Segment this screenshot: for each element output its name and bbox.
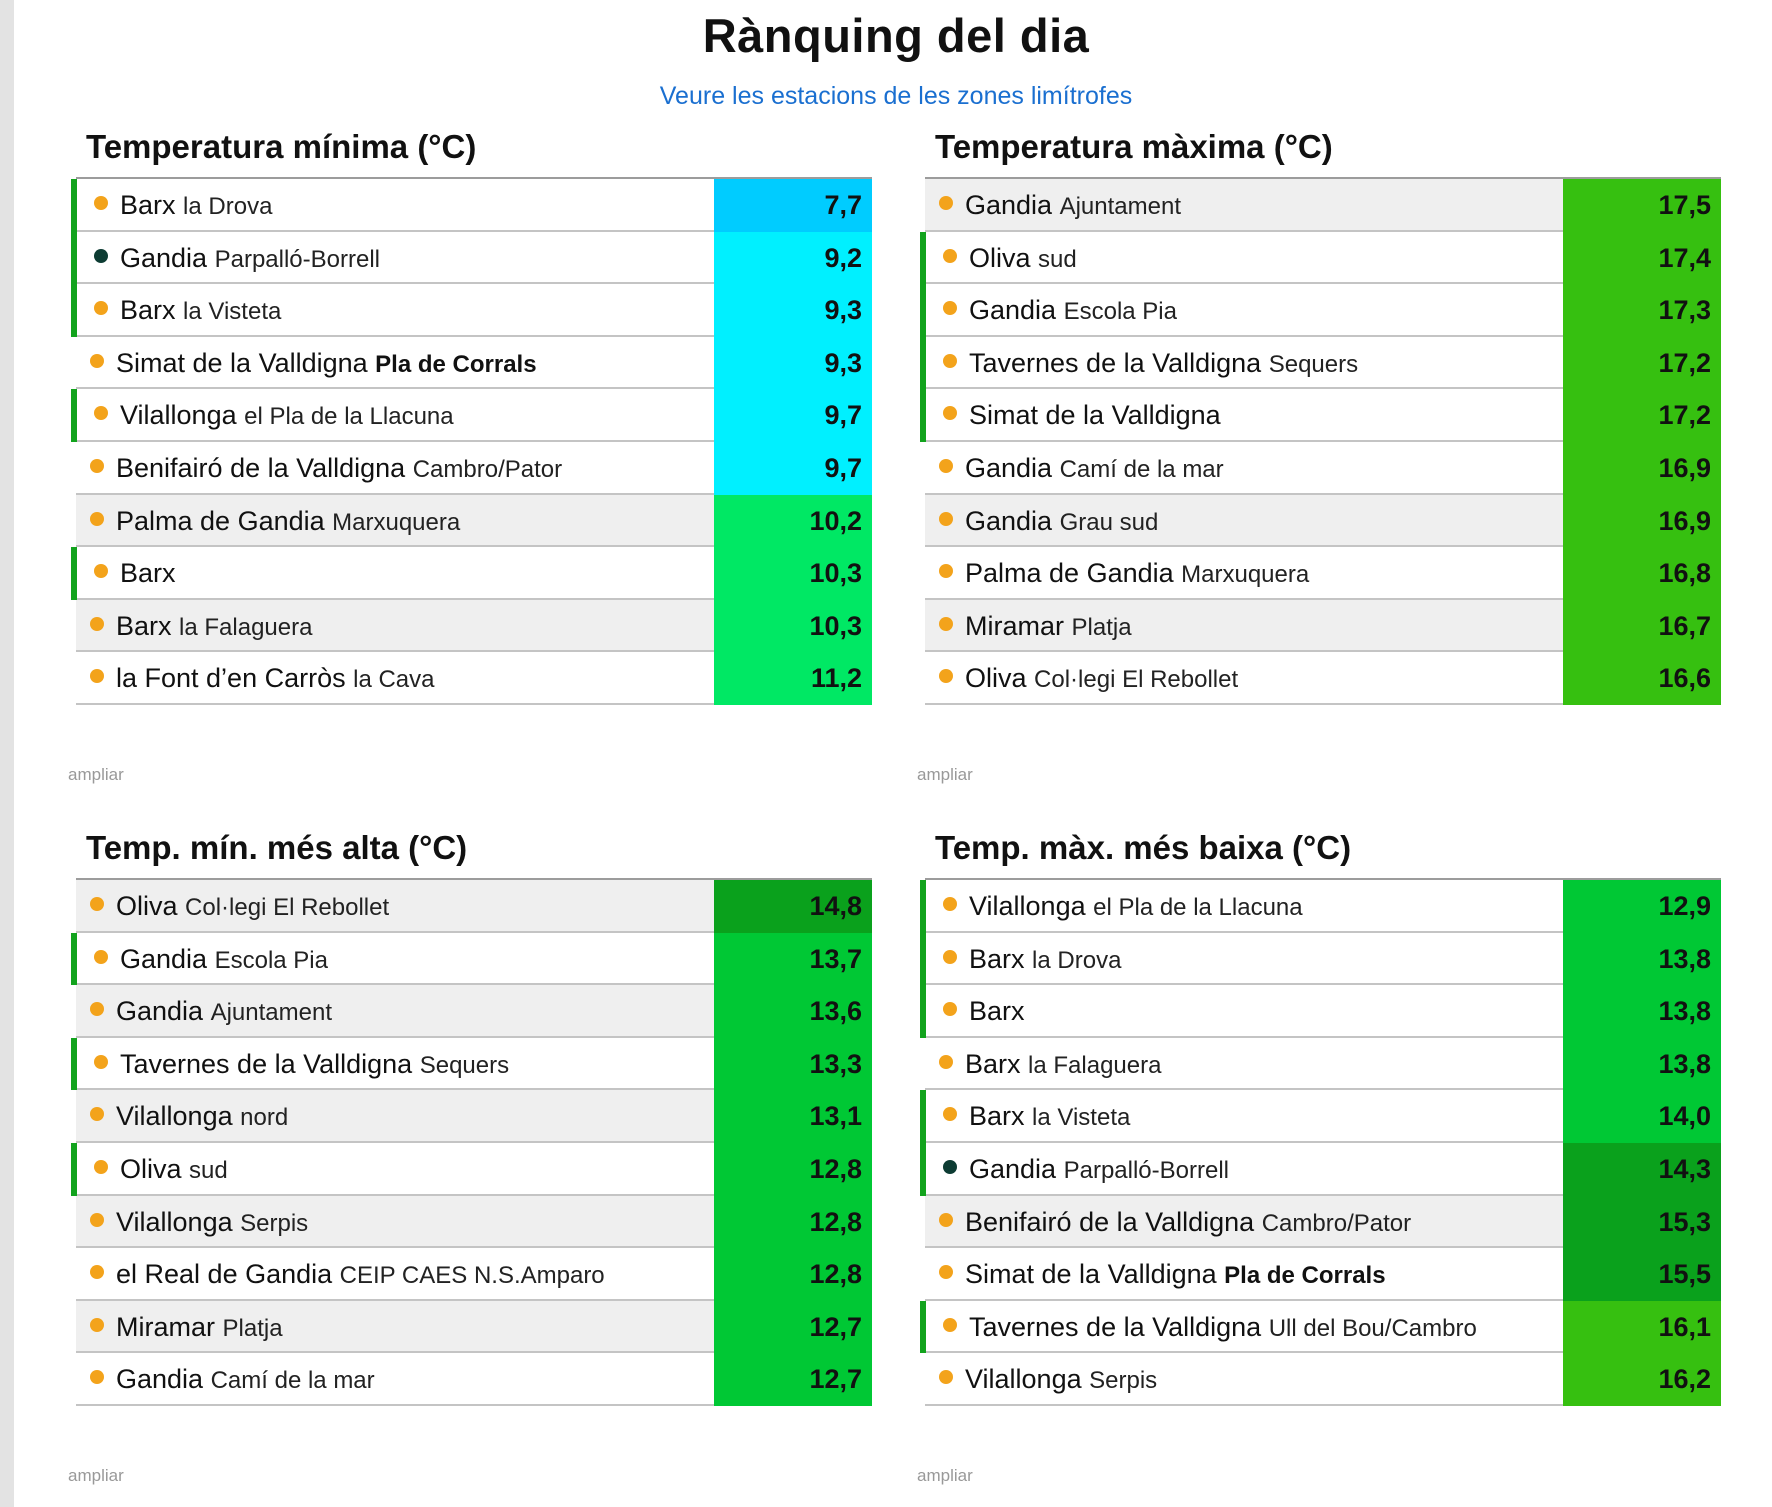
station-place: Gandia: [120, 242, 208, 273]
ranking-row[interactable]: [925, 442, 1721, 495]
ranking-row[interactable]: [76, 547, 872, 600]
station-status-dot-icon: [943, 1160, 957, 1174]
station-status-dot-icon: [943, 406, 957, 420]
temperature-value: 13,8: [1563, 933, 1721, 986]
station-place: Palma de Gandia: [116, 505, 325, 536]
station-status-dot-icon: [94, 249, 108, 263]
ranking-row[interactable]: [925, 880, 1721, 933]
temperature-value: 16,6: [1563, 652, 1721, 705]
station-sublocation: CEIP CAES N.S.Amparo: [339, 1262, 605, 1290]
station-status-dot-icon: [939, 1265, 953, 1279]
station-name: [120, 944, 328, 975]
ranking-row[interactable]: [76, 442, 872, 495]
station-sublocation: Parpalló-Borrell: [1063, 1156, 1229, 1184]
ranking-row[interactable]: [76, 1248, 872, 1301]
temperature-value: 13,6: [714, 985, 872, 1038]
station-place: Tavernes de la Valldigna: [969, 1311, 1262, 1342]
station-sublocation: Escola Pia: [1063, 298, 1177, 326]
station-sublocation: Marxuquera: [1181, 561, 1310, 589]
station-status-dot-icon: [939, 564, 953, 578]
station-name: [965, 506, 1158, 537]
station-sublocation: la Drova: [183, 193, 273, 220]
station-name: [116, 453, 562, 484]
temperature-value: 12,8: [714, 1143, 872, 1196]
station-status-dot-icon: [943, 301, 957, 315]
ranking-row[interactable]: [925, 1038, 1721, 1091]
station-name: [965, 558, 1309, 589]
station-sublocation: sud: [189, 1156, 228, 1184]
ranking-row[interactable]: [76, 337, 872, 390]
station-place: Gandia: [969, 295, 1057, 326]
ranking-row[interactable]: [925, 1090, 1721, 1143]
ampliar-link[interactable]: ampliar: [917, 1466, 973, 1485]
temperature-value: 12,9: [1563, 880, 1721, 933]
station-sublocation: la Falaguera: [179, 613, 313, 641]
station-sublocation: Escola Pia: [214, 946, 328, 974]
temperature-value: 14,0: [1563, 1090, 1721, 1143]
panel-title: Temp. mín. més alta (°C): [86, 829, 468, 866]
station-name: [969, 1154, 1229, 1185]
station-name: [969, 944, 1121, 975]
ranking-row[interactable]: [925, 1301, 1721, 1354]
temperature-value: 9,7: [714, 389, 872, 442]
ranking-row[interactable]: [76, 1301, 872, 1354]
temperature-value: 9,3: [714, 284, 872, 337]
temperature-value: 13,3: [714, 1038, 872, 1091]
temperature-value: 9,7: [714, 442, 872, 495]
station-status-dot-icon: [90, 1213, 104, 1227]
ranking-row[interactable]: [76, 1196, 872, 1249]
ranking-row[interactable]: [925, 1143, 1721, 1196]
station-place: Vilallonga: [969, 891, 1086, 921]
temperature-value: 16,8: [1563, 547, 1721, 600]
station-status-dot-icon: [94, 196, 108, 210]
station-status-dot-icon: [94, 950, 108, 964]
temperature-value: 17,5: [1563, 179, 1721, 232]
ampliar-link[interactable]: ampliar: [68, 1466, 124, 1485]
station-sublocation: Ull del Bou/Cambro: [1268, 1314, 1477, 1342]
station-status-dot-icon: [94, 406, 108, 420]
ampliar-link[interactable]: ampliar: [917, 765, 973, 784]
ranking-row[interactable]: [76, 933, 872, 986]
station-place: Simat de la Valldigna: [965, 1259, 1217, 1290]
station-place: Gandia: [969, 1153, 1057, 1184]
station-sublocation: la Visteta: [1032, 1104, 1131, 1132]
temperature-value: 10,2: [714, 495, 872, 548]
station-sublocation: el Pla de la Llacuna: [244, 403, 454, 431]
ranking-row[interactable]: [76, 652, 872, 705]
station-status-dot-icon: [943, 897, 957, 911]
ranking-row[interactable]: [76, 985, 872, 1038]
station-sublocation: la Cava: [353, 666, 435, 694]
station-sublocation: sud: [1038, 245, 1077, 273]
station-place: Barx: [969, 1101, 1025, 1132]
station-place: Barx: [116, 610, 172, 641]
temperature-value: 11,2: [714, 652, 872, 705]
station-status-dot-icon: [943, 249, 957, 263]
station-name: [965, 1207, 1411, 1238]
panel-title: Temperatura mínima (°C): [86, 128, 477, 165]
ranking-row[interactable]: [925, 985, 1721, 1038]
station-sublocation: Marxuquera: [332, 508, 461, 536]
temperature-value: 16,9: [1563, 495, 1721, 548]
station-status-dot-icon: [939, 1370, 953, 1384]
temperature-value: 17,4: [1563, 232, 1721, 285]
ranking-row[interactable]: [925, 232, 1721, 285]
station-name: [965, 190, 1181, 221]
station-place: Gandia: [965, 505, 1053, 536]
station-place: Oliva: [965, 663, 1027, 694]
station-sublocation: Ajuntament: [210, 999, 332, 1027]
station-sublocation: Pla de Corrals: [1224, 1262, 1386, 1290]
station-place: Vilallonga: [116, 1101, 233, 1132]
station-sublocation: Pla de Corrals: [375, 350, 537, 378]
station-name: [120, 558, 176, 589]
temperature-value: 13,1: [714, 1090, 872, 1143]
station-sublocation: Serpis: [240, 1209, 309, 1237]
station-status-dot-icon: [943, 950, 957, 964]
temperature-value: 15,5: [1563, 1248, 1721, 1301]
panel-title: Temperatura màxima (°C): [935, 128, 1333, 165]
station-name: [116, 1259, 605, 1290]
station-name: [969, 1101, 1130, 1132]
station-name: [120, 295, 281, 326]
temperature-value: 12,8: [714, 1248, 872, 1301]
station-status-dot-icon: [943, 354, 957, 368]
station-status-dot-icon: [943, 1107, 957, 1121]
station-status-dot-icon: [94, 301, 108, 315]
station-place: Barx: [969, 943, 1025, 974]
station-sublocation: Platja: [1071, 613, 1132, 641]
station-name: [969, 891, 1303, 922]
station-status-dot-icon: [939, 459, 953, 473]
ranking-row[interactable]: [925, 284, 1721, 337]
station-place: el Real de Gandia: [116, 1259, 333, 1290]
station-place: la Font d’en Carròs: [116, 663, 346, 694]
station-place: Simat de la Valldigna: [969, 400, 1221, 431]
station-place: Barx: [969, 996, 1025, 1027]
station-status-dot-icon: [939, 512, 953, 526]
station-place: Gandia: [116, 996, 204, 1027]
temperature-value: 17,3: [1563, 284, 1721, 337]
station-name: [116, 506, 460, 537]
ranking-table: [925, 878, 1721, 1406]
station-name: [965, 1049, 1161, 1080]
station-name: [969, 996, 1025, 1027]
station-place: Gandia: [120, 943, 208, 974]
ranking-row[interactable]: [925, 1353, 1721, 1406]
ranking-row[interactable]: [925, 495, 1721, 548]
station-sublocation: Sequers: [1268, 350, 1359, 378]
station-status-dot-icon: [90, 1370, 104, 1384]
temperature-value: 16,9: [1563, 442, 1721, 495]
station-status-dot-icon: [939, 1213, 953, 1227]
station-status-dot-icon: [94, 564, 108, 578]
station-sublocation: el Pla de la Llacuna: [1093, 894, 1303, 921]
station-status-dot-icon: [943, 1318, 957, 1332]
station-sublocation: Grau sud: [1059, 508, 1159, 536]
station-status-dot-icon: [90, 617, 104, 631]
station-place: Barx: [965, 1048, 1021, 1079]
temperature-value: 10,3: [714, 547, 872, 600]
station-place: Miramar: [116, 1311, 215, 1342]
station-place: Vilallonga: [120, 400, 237, 431]
station-place: Barx: [120, 558, 176, 589]
temperature-value: 14,3: [1563, 1143, 1721, 1196]
station-status-dot-icon: [90, 512, 104, 526]
station-name: [120, 1049, 509, 1080]
temperature-value: 12,7: [714, 1353, 872, 1406]
ranking-row[interactable]: [925, 1248, 1721, 1301]
station-place: Gandia: [116, 1364, 204, 1395]
station-status-dot-icon: [943, 1002, 957, 1016]
station-place: Tavernes de la Valldigna: [120, 1048, 413, 1079]
station-place: Barx: [120, 295, 176, 326]
ranking-row[interactable]: [76, 1090, 872, 1143]
station-status-dot-icon: [90, 1318, 104, 1332]
station-sublocation: Serpis: [1089, 1367, 1158, 1395]
station-status-dot-icon: [939, 1055, 953, 1069]
station-place: Palma de Gandia: [965, 558, 1174, 589]
station-sublocation: Cambro/Pator: [1261, 1209, 1412, 1237]
temperature-value: 14,8: [714, 880, 872, 933]
station-sublocation: la Falaguera: [1028, 1051, 1162, 1079]
station-status-dot-icon: [90, 1002, 104, 1016]
ranking-row[interactable]: [76, 495, 872, 548]
left-edge-strip: [0, 0, 14, 1507]
neighbouring-stations-link[interactable]: Veure les estacions de les zones limítrofes: [659, 82, 1133, 110]
station-sublocation: Parpalló-Borrell: [214, 245, 380, 273]
station-status-dot-icon: [90, 669, 104, 683]
station-status-dot-icon: [94, 1160, 108, 1174]
station-status-dot-icon: [94, 1055, 108, 1069]
station-place: Barx: [120, 190, 176, 220]
temperature-value: 7,7: [714, 179, 872, 232]
ranking-row[interactable]: [925, 337, 1721, 390]
ranking-row[interactable]: [925, 652, 1721, 705]
temperature-value: 13,8: [1563, 1038, 1721, 1091]
station-place: Oliva: [969, 242, 1031, 273]
temperature-value: 12,7: [714, 1301, 872, 1354]
station-name: [965, 453, 1224, 484]
station-name: [969, 348, 1358, 379]
station-sublocation: Platja: [222, 1314, 283, 1342]
temperature-value: 13,8: [1563, 985, 1721, 1038]
temperature-value: 13,7: [714, 933, 872, 986]
temperature-value: 17,2: [1563, 337, 1721, 390]
station-place: Vilallonga: [116, 1206, 233, 1237]
station-name: [965, 611, 1132, 642]
station-place: Tavernes de la Valldigna: [969, 347, 1262, 378]
temperature-value: 12,8: [714, 1196, 872, 1249]
station-name: [116, 996, 332, 1027]
station-sublocation: la Visteta: [183, 298, 282, 326]
temperature-value: 10,3: [714, 600, 872, 653]
station-place: Vilallonga: [965, 1364, 1082, 1395]
station-name: [965, 663, 1238, 694]
station-place: Miramar: [965, 610, 1064, 641]
station-sublocation: nord: [240, 1104, 289, 1132]
temperature-value: 16,1: [1563, 1301, 1721, 1354]
station-place: Benifairó de la Valldigna: [116, 452, 406, 483]
ranking-row[interactable]: [925, 933, 1721, 986]
ampliar-link[interactable]: ampliar: [68, 765, 124, 784]
station-status-dot-icon: [90, 897, 104, 911]
station-name: [116, 348, 537, 379]
station-sublocation: Camí de la mar: [210, 1367, 375, 1395]
temperature-value: 9,3: [714, 337, 872, 390]
station-name: [116, 1312, 283, 1343]
station-name: [965, 1364, 1157, 1395]
station-name: [116, 663, 435, 694]
ranking-row[interactable]: [925, 179, 1721, 232]
station-sublocation: Sequers: [419, 1051, 510, 1079]
station-sublocation: la Drova: [1032, 946, 1122, 974]
temperature-value: 16,2: [1563, 1353, 1721, 1406]
ranking-table: [925, 177, 1721, 705]
station-status-dot-icon: [939, 669, 953, 683]
station-name: [969, 243, 1077, 274]
station-name: [116, 611, 312, 642]
ranking-row[interactable]: [76, 284, 872, 337]
station-name: [969, 400, 1221, 431]
station-name: [969, 295, 1177, 326]
ranking-row[interactable]: [76, 880, 872, 933]
temperature-value: 16,7: [1563, 600, 1721, 653]
station-name: [116, 1364, 375, 1395]
station-name: [116, 1101, 288, 1132]
station-place: Gandia: [965, 452, 1053, 483]
station-name: [120, 400, 454, 431]
station-name: [120, 1154, 228, 1185]
page-title: Rànquing del dia: [702, 9, 1090, 62]
temperature-value: 9,2: [714, 232, 872, 285]
station-place: Benifairó de la Valldigna: [965, 1206, 1255, 1237]
temperature-value: 17,2: [1563, 389, 1721, 442]
station-name: [965, 1259, 1386, 1290]
ranking-row[interactable]: [76, 600, 872, 653]
ranking-row[interactable]: [76, 1143, 872, 1196]
station-sublocation: Col·legi El Rebollet: [1034, 666, 1239, 694]
station-place: Simat de la Valldigna: [116, 347, 368, 378]
ranking-row[interactable]: [925, 547, 1721, 600]
station-sublocation: Col·legi El Rebollet: [185, 894, 390, 921]
ranking-row[interactable]: [76, 1038, 872, 1091]
station-place: Gandia: [965, 190, 1053, 220]
ranking-row[interactable]: [76, 1353, 872, 1406]
ranking-row[interactable]: [76, 389, 872, 442]
station-status-dot-icon: [939, 196, 953, 210]
station-status-dot-icon: [90, 354, 104, 368]
temperature-value: 15,3: [1563, 1196, 1721, 1249]
station-name: [120, 190, 272, 221]
station-place: Oliva: [116, 891, 178, 921]
panel-title: Temp. màx. més baixa (°C): [935, 829, 1352, 866]
station-status-dot-icon: [939, 617, 953, 631]
ranking-table: [76, 177, 872, 705]
ranking-row[interactable]: [76, 232, 872, 285]
station-name: [120, 243, 380, 274]
station-place: Oliva: [120, 1153, 182, 1184]
ranking-row[interactable]: [925, 1196, 1721, 1249]
station-status-dot-icon: [90, 1107, 104, 1121]
ranking-table: [76, 878, 872, 1406]
station-name: [969, 1312, 1477, 1343]
station-name: [116, 891, 389, 922]
ranking-row[interactable]: [925, 600, 1721, 653]
ranking-row[interactable]: [76, 179, 872, 232]
station-sublocation: Camí de la mar: [1059, 455, 1224, 483]
station-sublocation: Ajuntament: [1059, 193, 1181, 220]
station-status-dot-icon: [90, 1265, 104, 1279]
station-name: [116, 1207, 308, 1238]
station-sublocation: Cambro/Pator: [412, 455, 563, 483]
station-status-dot-icon: [90, 459, 104, 473]
ranking-row[interactable]: [925, 389, 1721, 442]
